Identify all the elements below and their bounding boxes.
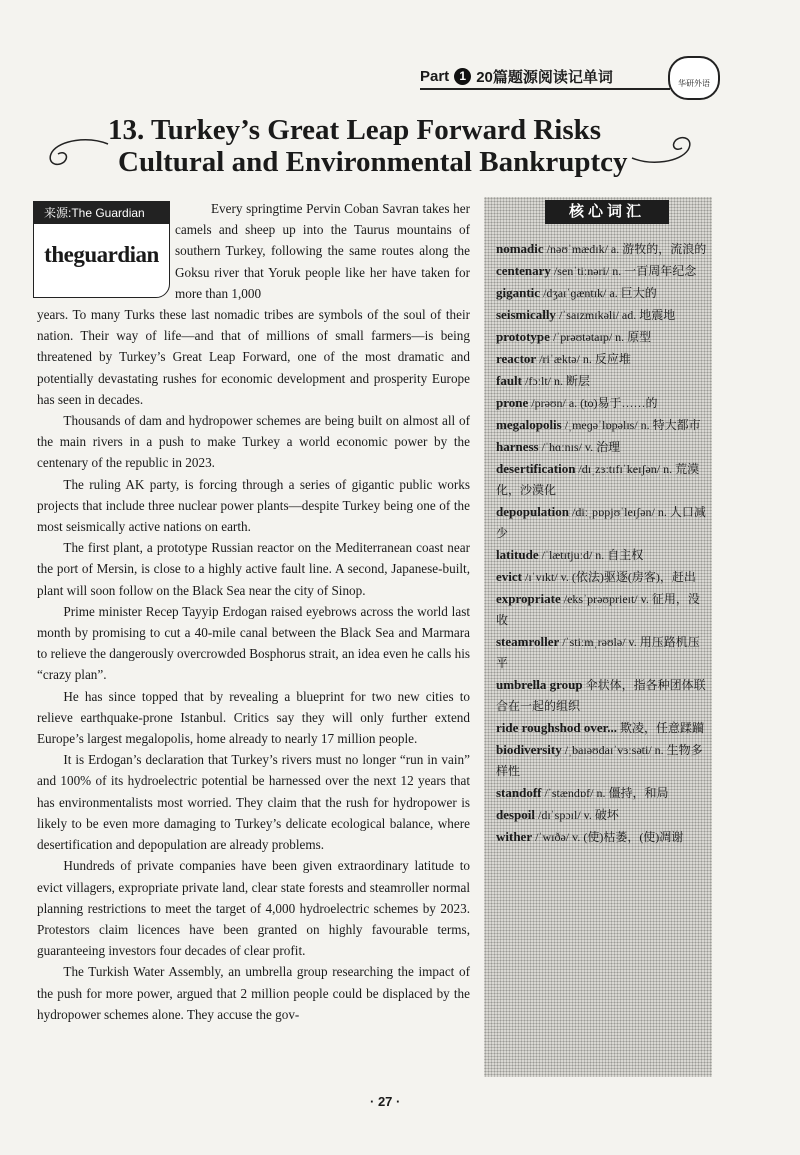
vocab-item bbox=[496, 414, 710, 436]
vocab-def: /eksˈprəʊprieɪt/ v. 征用，没收 bbox=[496, 592, 700, 627]
vocab-def: /diːˌpɒpjʊˈleɪʃən/ n. 人口减少 bbox=[496, 505, 706, 540]
paragraph-3: The ruling AK party, is forcing through a series of gigantic public works projects that include three nuclear power plants—despite Turkey being one of the most seismically active nations on earth. bbox=[37, 476, 470, 535]
vocab-def: /riˈæktə/ n. 反应堆 bbox=[539, 352, 631, 366]
paragraph-1: Every springtime Pervin Coban Savran takes her camels and sheep up into the Taurus mountains of southern Turkey, following the same routes along the Goksu river that Yoruk people like her have taken for more than 1,000 bbox=[175, 201, 470, 301]
vocab-word: prototype bbox=[496, 329, 550, 344]
header-rule bbox=[420, 88, 670, 90]
vocab-word: expropriate bbox=[496, 591, 561, 606]
vocab-def: /dɪˈspɔɪl/ v. 破坏 bbox=[538, 808, 619, 822]
vocab-word: standoff bbox=[496, 785, 542, 800]
vocab-word: prone bbox=[496, 395, 529, 410]
vocab-item bbox=[496, 782, 710, 804]
vocab-list bbox=[496, 238, 710, 848]
vocab-word: steamroller bbox=[496, 634, 560, 649]
vocab-word: wither bbox=[496, 829, 533, 844]
vocab-word: umbrella group bbox=[496, 677, 583, 692]
title-line-1: 13. Turkey’s Great Leap Forward Risks bbox=[108, 114, 602, 146]
vocab-def: /ɪˈvɪkt/ v. (依法)驱逐(房客)，赶出 bbox=[524, 570, 696, 584]
header-part: Part bbox=[420, 67, 450, 85]
vocab-def: /ˈwɪðə/ v. (使)枯萎，(使)凋谢 bbox=[535, 830, 684, 844]
vocab-def: /prəʊn/ a. (to)易于……的 bbox=[531, 396, 658, 410]
vocab-word: harness bbox=[496, 439, 539, 454]
vocab-def: /dʒaɪˈɡæntɪk/ a. 巨大的 bbox=[543, 286, 657, 300]
left-swirl-ornament bbox=[40, 136, 110, 172]
vocab-word: despoil bbox=[496, 807, 536, 822]
vocab-word: reactor bbox=[496, 351, 537, 366]
paragraph-7: It is Erdogan’s declaration that Turkey’s rivers must no longer “run in vain” and 100% of its hydroelectric potential be harnessed over the next 12 years that has environmentalists most worried. They claim that the rush for hydropower is likely to be even more damaging to Turkey’s delicate ecological balance, where desertification and depopulation are already problems. bbox=[37, 752, 470, 853]
vocab-word: gigantic bbox=[496, 285, 541, 300]
vocab-item bbox=[496, 631, 710, 674]
vocab-def: /nəʊˈmædɪk/ a. 游牧的，流浪的 bbox=[546, 242, 707, 256]
vocab-item bbox=[496, 544, 710, 566]
vocab-word: centenary bbox=[496, 263, 551, 278]
vocab-word: biodiversity bbox=[496, 742, 562, 757]
publisher-logo bbox=[668, 56, 720, 100]
title-line-2: Cultural and Environmental Bankruptcy bbox=[118, 146, 628, 178]
paragraph-2: Thousands of dam and hydropower schemes are being built on almost all of the main rivers in a push to make Turkey a world economic power by the centenary of the republic in 2023. bbox=[37, 413, 470, 471]
vocab-def: /ˈprəʊtətaɪp/ n. 原型 bbox=[552, 330, 652, 344]
vocab-item bbox=[496, 717, 710, 739]
vocab-heading: 核心词汇 bbox=[545, 200, 669, 224]
paragraph-4: The first plant, a prototype Russian reactor on the Mediterranean coast near the port of Mersin, is close to a highly active fault line. A second, Japanese-built, plant will soon follow on the Black Sea near the city of Sinop. bbox=[37, 540, 470, 598]
vocab-def: /ˌbaɪəʊdaɪˈvɜːsəti/ n. 生物多样性 bbox=[496, 743, 703, 778]
vocab-item bbox=[496, 804, 710, 826]
vocab-item bbox=[496, 674, 710, 717]
publisher-logo-text: 华研外语 bbox=[678, 79, 710, 88]
vocab-def: /ˈsaɪzmɪkəli/ ad. 地震地 bbox=[558, 308, 676, 322]
vocab-def: /fɔːlt/ n. 断层 bbox=[525, 374, 590, 388]
part-number-badge: 1 bbox=[454, 68, 471, 85]
vocab-item bbox=[496, 458, 710, 501]
vocab-def: 伞状体，指各种团体联合在一起的组织 bbox=[496, 678, 706, 713]
header-section: 20篇题源阅读记单词 bbox=[476, 68, 613, 86]
vocab-def: /senˈtiːnəri/ n. 一百周年纪念 bbox=[553, 264, 697, 278]
vocab-item bbox=[496, 304, 710, 326]
vocab-word: fault bbox=[496, 373, 522, 388]
vocab-word: nomadic bbox=[496, 241, 544, 256]
vocab-def: /ˈlætɪtjuːd/ n. 自主权 bbox=[541, 548, 644, 562]
vocab-def: /ˈstændɒf/ n. 僵持，和局 bbox=[544, 786, 669, 800]
vocab-item bbox=[496, 260, 710, 282]
vocab-word: seismically bbox=[496, 307, 556, 322]
vocab-item bbox=[496, 436, 710, 458]
source-tag: 来源:The Guardian bbox=[34, 202, 169, 224]
vocab-item bbox=[496, 739, 710, 782]
vocab-def: /dɪˌzɜːtɪfɪˈkeɪʃən/ n. 荒漠化，沙漠化 bbox=[496, 462, 700, 497]
vocab-word: megalopolis bbox=[496, 417, 562, 432]
vocab-word: desertification bbox=[496, 461, 576, 476]
article-title bbox=[108, 114, 668, 178]
paragraph-6: He has since topped that by revealing a blueprint for two new cities to relieve earthquake-prone Istanbul. Critics say they will only further extend Europe’s largest megalopolis, home already to nearly 17 million people. bbox=[37, 688, 470, 747]
vocab-item bbox=[496, 566, 710, 588]
vocab-word: depopulation bbox=[496, 504, 569, 519]
vocab-item bbox=[496, 588, 710, 631]
vocab-item bbox=[496, 501, 710, 544]
paragraph-5: Prime minister Recep Tayyip Erdogan raised eyebrows across the world last month by promising to cut a 40-mile canal between the Black Sea and Marmara to relieve the dangerously overcrowded Bosphorus strait, an idea even he calls his “crazy plan”. bbox=[37, 603, 470, 683]
vocab-def: /ˈhɑːnɪs/ v. 治理 bbox=[541, 440, 621, 454]
vocab-def: /ˈstiːmˌrəʊlə/ v. 用压路机压平 bbox=[496, 635, 700, 670]
vocab-word: evict bbox=[496, 569, 522, 584]
article-body bbox=[37, 198, 470, 1025]
vocab-item bbox=[496, 238, 710, 260]
guardian-logo: theguardian bbox=[44, 242, 159, 267]
vocab-item bbox=[496, 282, 710, 304]
vocab-item bbox=[496, 392, 710, 414]
vocab-word: latitude bbox=[496, 547, 539, 562]
page-number: · 27 · bbox=[370, 1094, 401, 1109]
paragraph-9: The Turkish Water Assembly, an umbrella group researching the impact of the push for more power, argued that 2 million people could be displaced by the hydropower schemes alone. They accuse the gov- bbox=[37, 964, 470, 1022]
vocab-item bbox=[496, 826, 710, 848]
vocab-def: /ˌmeɡəˈlɒpəlɪs/ n. 特大都市 bbox=[564, 418, 701, 432]
vocab-item bbox=[496, 370, 710, 392]
vocab-item bbox=[496, 348, 710, 370]
vocab-def: 欺凌，任意蹂躏 bbox=[620, 721, 705, 735]
paragraph-1-continued: years. To many Turks these last nomadic tribes are symbols of the soul of their nation. Their way of life—and that of millions of small farmers—is being threatened by Turkey’s Great Leap Forward, one of the most dramatic and potentially devastating rushes for economic development and prosperity Europe has seen in decades. bbox=[37, 307, 470, 407]
vocab-word: ride roughshod over... bbox=[496, 720, 617, 735]
paragraph-8: Hundreds of private companies have been given extraordinary latitude to evict villagers, expropriate private land, clear state forests and steamroller normal planning restrictions to meet the target of 4,000 hydroelectric schemes by 2023. Protestors claim licences have been granted on highly favourable terms, guaranteeing investors four decades of clear profit. bbox=[37, 858, 470, 959]
running-header bbox=[420, 66, 710, 86]
vocab-item bbox=[496, 326, 710, 348]
